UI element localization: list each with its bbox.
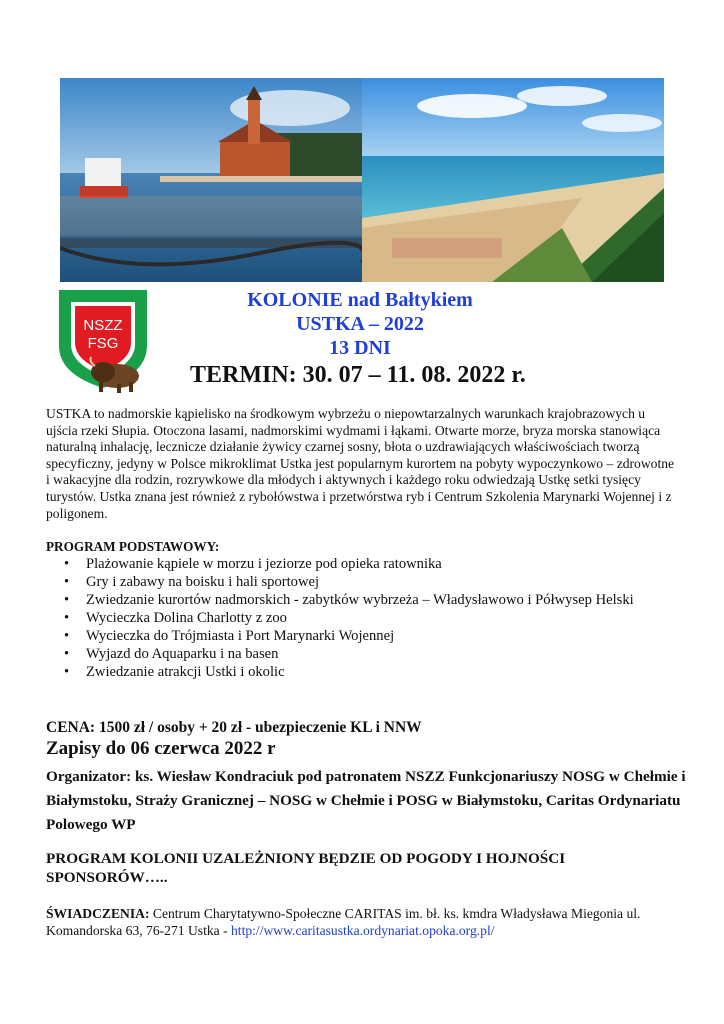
price: CENA: 1500 zł / osoby + 20 zł - ubezpieczenie KL i NNW [46, 719, 422, 736]
benefits [46, 906, 686, 939]
list-item: • Wyjazd do Aquaparku i na basen [64, 646, 279, 662]
program-list [46, 555, 666, 681]
nszz-fsg-logo [57, 288, 149, 396]
benefits-label: ŚWIADCZENIA: [46, 906, 150, 921]
list-item: • Wycieczka Dolina Charlotty z zoo [64, 610, 287, 626]
list-item: • Plażowanie kąpiele w morzu i jeziorze pod opieka ratownika [64, 556, 442, 572]
subtitle: USTKA – 2022 [296, 313, 424, 335]
bullet-icon: • [64, 664, 70, 680]
organizer: Organizator: ks. Wiesław Kondraciuk pod patronatem NSZZ Funkcjonariuszy NOSG w Chełmie i Białymstoku, Straży Granicznej – NOSG w Chełmie i POSG w Białymstoku, Caritas Ordynariatu Polowego WP [46, 768, 686, 833]
bullet-icon: • [64, 628, 70, 644]
list-item: • Zwiedzanie atrakcji Ustki i okolic [64, 664, 285, 680]
program-heading: PROGRAM PODSTAWOWY: [46, 539, 220, 554]
list-item: • Zwiedzanie kurortów nadmorskich - zabytków wybrzeża – Władysławowo i Półwysep Helski [64, 592, 634, 608]
benefits-text: Centrum Charytatywno-Społeczne CARITAS im. bł. ks. kmdra Władysława Miegonia ul. Komandorska 63, 76-271 Ustka - [46, 906, 641, 938]
logo-line2: FSG [87, 335, 119, 352]
title: KOLONIE nad Bałtykiem [247, 289, 473, 311]
bullet-icon: • [64, 610, 70, 626]
intro-paragraph: USTKA to nadmorskie kąpielisko na środkowym wybrzeżu o niepowtarzalnych warunkach krajobrazowych u ujścia rzeki Słupia. Otoczona lasami, nadmorskimi wydmami i łąkami. Otwarte morze, bryza morska stanowiąca naturalną inhalację, lecznicze działanie żywicy czarnej sosny, błota o uzdrawiających właściwościach tworzą specyficzny, jedyny w Polsce mikroklimat Ustka jest popularnym kurortem na pobyty wypoczynkowo – zdrowotne i wakacyjne dla rodzin, rozrywkowe dla młodych i aktywnych i każdego roku odwiedzają Ustkę setki tysięcy turystów. Ustka znana jest również z rybołówstwa i przetwórstwa ryb i Centrum Szkolenia Marynarki Wojennej i z poligonem. [46, 406, 675, 521]
bullet-icon: • [64, 556, 70, 572]
caritas-link[interactable]: http://www.caritasustka.ordynariat.opoka.org.pl/ [231, 922, 495, 938]
list-item: • Wycieczka do Trójmiasta i Port Marynarki Wojennej [64, 628, 395, 644]
termin: TERMIN: 30. 07 – 11. 08. 2022 r. [190, 362, 526, 388]
bullet-icon: • [64, 574, 70, 590]
list-item: • Gry i zabawy na boisku i hali sportowej [64, 574, 320, 590]
signup-deadline: Zapisy do 06 czerwca 2022 r [46, 738, 276, 759]
harbor-photo [60, 78, 362, 282]
program-note: PROGRAM KOLONII UZALEŻNIONY BĘDZIE OD POGODY I HOJNOŚCI SPONSORÓW….. [46, 850, 566, 886]
header-titles [150, 288, 570, 360]
bullet-icon: • [64, 592, 70, 608]
days: 13 DNI [329, 337, 391, 359]
beach-photo [362, 78, 664, 282]
bullet-icon: • [64, 646, 70, 662]
logo-line1: NSZZ [83, 317, 123, 334]
